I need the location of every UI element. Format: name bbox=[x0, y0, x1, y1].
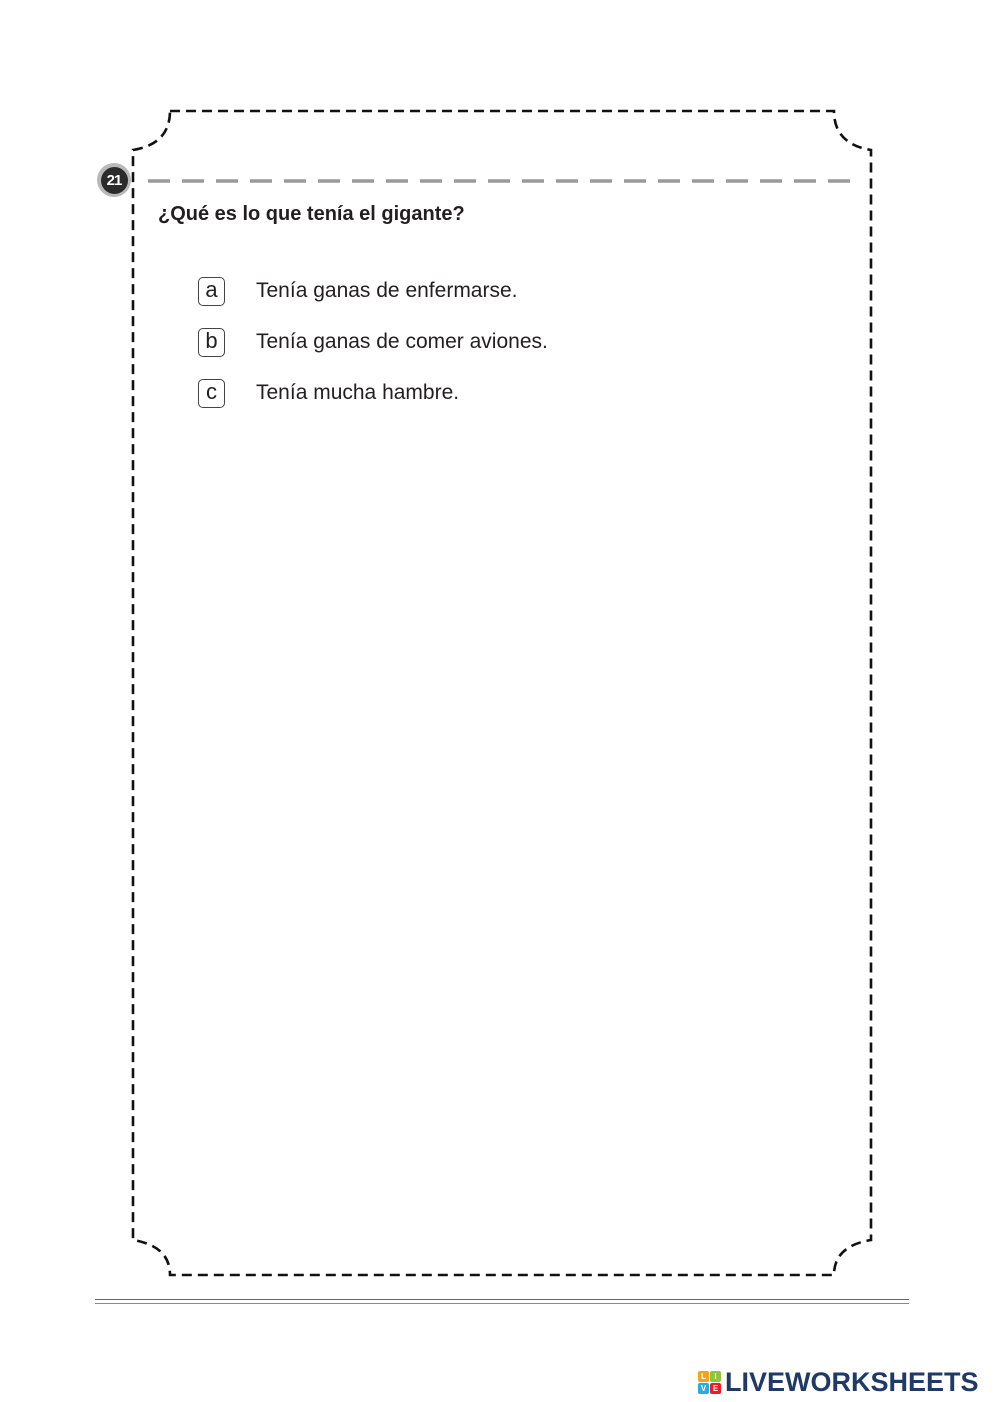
logo-cell-e: E bbox=[710, 1383, 721, 1394]
footer-rule-thin bbox=[95, 1303, 909, 1304]
liveworksheets-wordmark: LIVEWORKSHEETS bbox=[725, 1366, 979, 1397]
logo-cell-v: V bbox=[698, 1383, 709, 1394]
liveworksheets-logo[interactable] bbox=[698, 1367, 979, 1397]
logo-cell-i: I bbox=[710, 1371, 721, 1382]
option-b-text[interactable]: Tenía ganas de comer aviones. bbox=[256, 330, 548, 353]
option-c-text[interactable]: Tenía mucha hambre. bbox=[256, 381, 460, 404]
question-number: 21 bbox=[101, 167, 128, 194]
answer-options bbox=[198, 276, 548, 429]
option-a-letter[interactable]: a bbox=[198, 277, 225, 306]
option-b-letter[interactable]: b bbox=[198, 328, 225, 357]
question-text: ¿Qué es lo que tenía el gigante? bbox=[158, 203, 465, 225]
question-number-badge bbox=[97, 163, 131, 197]
option-a-text[interactable]: Tenía ganas de enfermarse. bbox=[256, 279, 518, 302]
logo-cell-l: L bbox=[698, 1371, 709, 1382]
option-c-letter[interactable]: c bbox=[198, 379, 225, 408]
liveworksheets-logo-icon bbox=[698, 1371, 721, 1394]
option-c[interactable] bbox=[198, 378, 548, 408]
option-b[interactable] bbox=[198, 327, 548, 357]
footer-rule bbox=[95, 1299, 909, 1300]
option-a[interactable] bbox=[198, 276, 548, 306]
